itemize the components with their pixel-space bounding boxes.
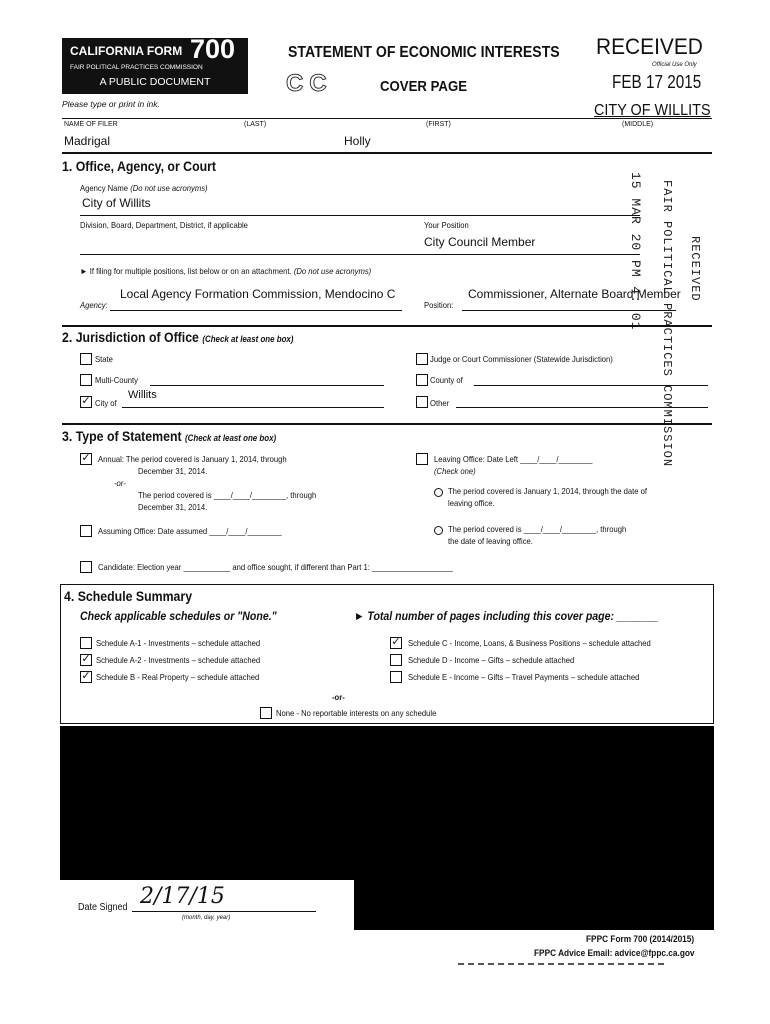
agency-name-value[interactable]: City of Willits	[82, 196, 151, 210]
schedule-c-checkbox[interactable]: ✓	[391, 636, 401, 648]
section4-title: 4. Schedule Summary	[64, 588, 193, 604]
filer-bottom-rule	[62, 152, 712, 154]
position2-value[interactable]: Commissioner, Alternate Board Member	[468, 287, 681, 301]
leaving-text: Leaving Office: Date Left ____/____/________	[434, 454, 593, 464]
leaving-option-a-radio[interactable]	[434, 488, 443, 497]
filer-last-name[interactable]: Madrigal	[64, 134, 111, 148]
candidate-checkbox[interactable]	[80, 561, 92, 573]
multiple-positions-note: ► If filing for multiple positions, list below or on an attachment. (Do not use acronyms)	[80, 266, 372, 276]
leaving-text-a: The period covered is January 1, 2014, through the date of	[448, 486, 648, 496]
judge-label: Judge or Court Commissioner (Statewide Jurisdiction)	[430, 354, 613, 364]
ink-note: Please type or print in ink.	[62, 99, 160, 109]
schedule-b-label: Schedule B - Real Property – schedule attached	[96, 672, 260, 682]
assuming-text: Assuming Office: Date assumed ____/____/________	[98, 526, 282, 536]
check-one-note: (Check one)	[434, 466, 476, 476]
multi-county-checkbox[interactable]	[80, 374, 92, 386]
agency-name-label: Agency Name (Do not use acronyms)	[80, 183, 208, 193]
multi-county-rule	[150, 385, 384, 386]
date-format-note: (month, day, year)	[182, 915, 231, 921]
fppc-stamp-commission: FAIR POLITICAL PRACTICES COMMISSION	[660, 180, 674, 468]
position-value[interactable]: City Council Member	[424, 235, 536, 249]
leaving-text-c: The period covered is ____/____/________, through	[448, 524, 627, 534]
county-of-label: County of	[430, 375, 463, 385]
leaving-option-b-radio[interactable]	[434, 526, 443, 535]
middle-name-label: (MIDDLE)	[622, 121, 654, 128]
section2-title: 2. Jurisdiction of Office (Check at least one box)	[62, 329, 294, 345]
state-label: State	[95, 354, 113, 364]
schedule-a2-checkbox[interactable]: ✓	[81, 653, 91, 665]
section2-bottom-rule	[62, 423, 712, 425]
total-pages-note: ► Total number of pages including this cover page: _______	[354, 609, 659, 623]
none-checkbox[interactable]	[260, 707, 272, 719]
received-date: FEB 17 2015	[612, 72, 702, 92]
public-document-label: A PUBLIC DOCUMENT	[99, 76, 211, 88]
schedule-e-label: Schedule E - Income – Gifts – Travel Payments – schedule attached	[408, 672, 640, 682]
schedule-summary-box	[60, 584, 714, 724]
form-title: STATEMENT OF ECONOMIC INTERESTS	[288, 44, 560, 61]
date-signed-label: Date Signed	[78, 902, 128, 913]
agency-rule	[80, 215, 640, 216]
commission-name: FAIR POLITICAL PRACTICES COMMISSION	[70, 64, 203, 71]
received-city: CITY OF WILLITS	[594, 102, 711, 119]
schedule-c-label: Schedule C - Income, Loans, & Business Positions – schedule attached	[408, 638, 651, 648]
schedule-d-checkbox[interactable]	[390, 654, 402, 666]
city-of-label: City of	[95, 398, 117, 408]
official-use-label: Official Use Only	[652, 62, 697, 68]
schedule-a1-checkbox[interactable]	[80, 637, 92, 649]
redaction-block	[60, 726, 714, 880]
last-name-label: (LAST)	[244, 121, 267, 128]
division-rule	[80, 254, 640, 255]
section1-title: 1. Office, Agency, or Court	[62, 158, 217, 174]
footer-dashes	[458, 963, 664, 965]
annual-text-b: December 31, 2014.	[138, 466, 208, 476]
position-label: Your Position	[424, 220, 469, 230]
footer-email: FPPC Advice Email: advice@fppc.ca.gov	[534, 948, 695, 958]
schedule-e-checkbox[interactable]	[390, 671, 402, 683]
leaving-checkbox[interactable]	[416, 453, 428, 465]
judge-checkbox[interactable]	[416, 353, 428, 365]
footer-form-id: FPPC Form 700 (2014/2015)	[586, 934, 695, 944]
section3-title: 3. Type of Statement (Check at least one box)	[62, 428, 277, 444]
none-label: None - No reportable interests on any schedule	[276, 708, 437, 718]
schedule-b-checkbox[interactable]: ✓	[81, 670, 91, 682]
agency2-value[interactable]: Local Agency Formation Commission, Mendocino C	[120, 287, 396, 301]
filer-first-name[interactable]: Holly	[344, 134, 371, 148]
schedule-a1-label: Schedule A-1 - Investments – schedule attached	[96, 638, 261, 648]
schedule-d-label: Schedule D - Income – Gifts – schedule attached	[408, 655, 575, 665]
section1-bottom-rule	[62, 325, 712, 327]
position2-rule	[462, 310, 676, 311]
fppc-stamp-received: RECEIVED	[688, 236, 702, 302]
annual-checkbox[interactable]: ✓	[81, 452, 91, 464]
redaction-block-right	[354, 878, 714, 930]
annual-text-c: The period covered is ____/____/________, through	[138, 490, 317, 500]
form-label: CALIFORNIA FORM	[70, 44, 183, 58]
county-of-checkbox[interactable]	[416, 374, 428, 386]
city-of-rule	[122, 407, 384, 408]
multi-county-label: Multi-County	[95, 375, 138, 385]
first-name-label: (FIRST)	[426, 121, 451, 128]
division-label: Division, Board, Department, District, if applicable	[80, 220, 248, 230]
agency2-label: Agency:	[80, 300, 108, 310]
date-signed-value[interactable]: 2/17/15	[140, 884, 225, 909]
schedule-a2-label: Schedule A-2 - Investments – schedule attached	[96, 655, 261, 665]
city-of-value[interactable]: Willits	[128, 389, 157, 401]
other-rule	[456, 407, 708, 408]
annual-text-a: Annual: The period covered is January 1, 2014, through	[98, 454, 287, 464]
cc-mark: CC	[286, 70, 333, 97]
state-checkbox[interactable]	[80, 353, 92, 365]
annual-or: -or-	[114, 478, 126, 488]
leaving-text-b: leaving office.	[448, 498, 495, 508]
candidate-text: Candidate: Election year ___________ and office sought, if different than Part 1: ___________________	[98, 562, 453, 572]
schedule-or: -or-	[332, 692, 345, 702]
form-number: 700	[190, 34, 236, 64]
position2-label: Position:	[424, 300, 454, 310]
agency2-rule	[110, 310, 402, 311]
leaving-text-d: the date of leaving office.	[448, 536, 533, 546]
other-label: Other	[430, 398, 450, 408]
filer-top-rule	[62, 118, 712, 119]
date-signed-rule	[132, 911, 316, 912]
section4-check-note: Check applicable schedules or "None."	[80, 609, 277, 623]
received-stamp-title: RECEIVED	[596, 34, 703, 59]
county-of-rule	[474, 385, 708, 386]
other-checkbox[interactable]	[416, 396, 428, 408]
annual-text-d: December 31, 2014.	[138, 502, 208, 512]
city-of-checkbox[interactable]: ✓	[81, 395, 91, 407]
name-of-filer-label: NAME OF FILER	[64, 121, 118, 128]
assuming-checkbox[interactable]	[80, 525, 92, 537]
form-subtitle: COVER PAGE	[380, 78, 468, 95]
fppc-stamp-date: 15 MAR 20 PM 4: 01	[628, 172, 643, 331]
